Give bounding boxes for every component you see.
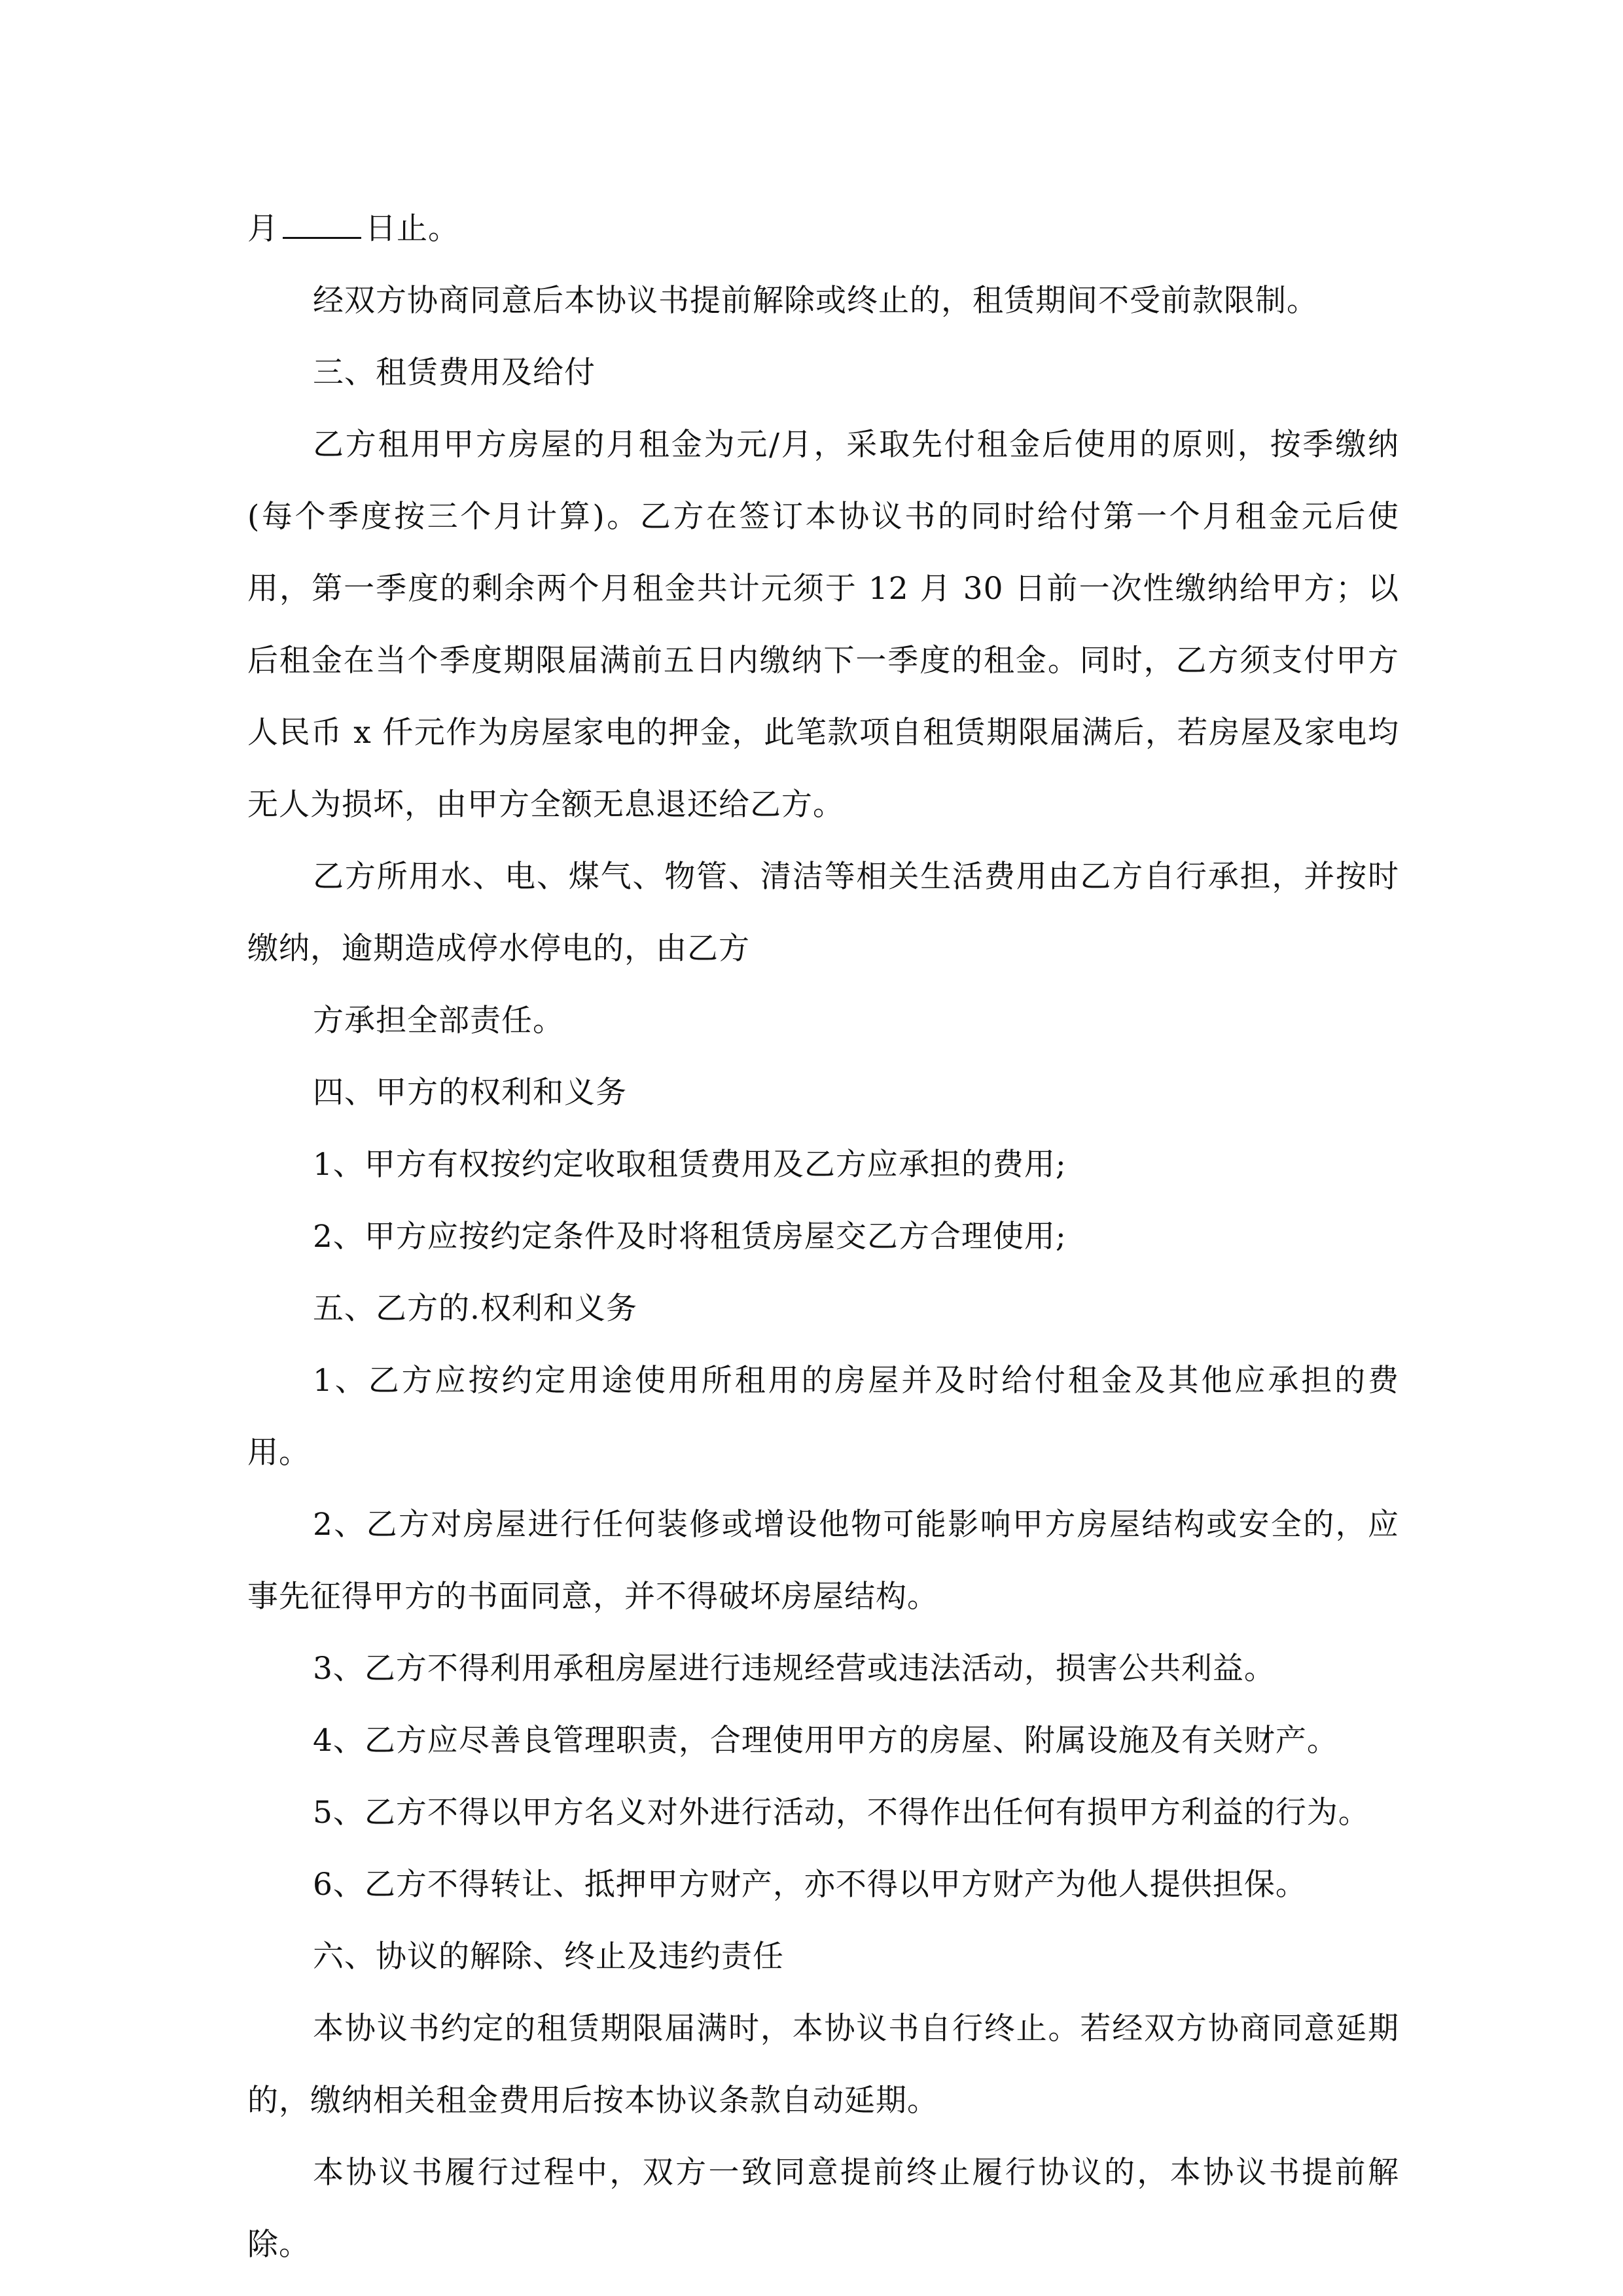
paragraph-mutual-termination: 本协议书履行过程中，双方一致同意提前终止履行协议的，本协议书提前解除。	[247, 2155, 1399, 2263]
paragraph-responsibility: 方承担全部责任。	[313, 1003, 564, 1039]
clause-5-3: 3、乙方不得利用承租房屋进行违规经营或违法活动，损害公共利益。	[313, 1651, 1275, 1687]
paragraph-utilities: 乙方所用水、电、煤气、物管、清洁等相关生活费用由乙方自行承担，并按时缴纳，逾期造成停水停电的，由乙方	[247, 859, 1399, 967]
fill-in-blank	[283, 208, 361, 239]
section-heading-3: 三、租赁费用及给付	[313, 355, 596, 391]
document-body	[247, 193, 1399, 2281]
section-heading-6: 六、协议的解除、终止及违约责任	[313, 1939, 784, 1975]
clause-5-1: 1、乙方应按约定用途使用所租用的房屋并及时给付租金及其他应承担的费用。	[247, 1363, 1399, 1471]
clause-5-4: 4、乙方应尽善良管理职责，合理使用甲方的房屋、附属设施及有关财产。	[313, 1723, 1338, 1759]
text-day-end: 日止。	[365, 211, 459, 247]
text-month: 月	[247, 211, 279, 247]
clause-4-2: 2、甲方应按约定条件及时将租赁房屋交乙方合理使用;	[313, 1219, 1067, 1255]
clause-5-6: 6、乙方不得转让、抵押甲方财产，亦不得以甲方财产为他人提供担保。	[313, 1867, 1307, 1903]
paragraph-early-termination: 经双方协商同意后本协议书提前解除或终止的，租赁期间不受前款限制。	[313, 283, 1318, 319]
clause-5-2: 2、乙方对房屋进行任何装修或增设他物可能影响甲方房屋结构或安全的，应事先征得甲方的书面同意，并不得破坏房屋结构。	[247, 1507, 1399, 1615]
section-heading-4: 四、甲方的权利和义务	[313, 1075, 627, 1111]
paragraph-continuation	[247, 193, 1399, 265]
clause-4-1: 1、甲方有权按约定收取租赁费用及乙方应承担的费用;	[313, 1147, 1067, 1183]
paragraph-rent-payment: 乙方租用甲方房屋的月租金为元/月，采取先付租金后使用的原则，按季缴纳(每个季度按三个月计算)。乙方在签订本协议书的同时给付第一个月租金元后使用，第一季度的剩余两个月租金共计元须于 12 月 30 日前一次性缴纳给甲方；以后租金在当个季度期限届满前五日内缴纳下一季度的租金。同时，乙方须支付甲方人民币 x 仟元作为房屋家电的押金，此笔款项自租赁期限届满后，若房屋及家电均无人为损坏，由甲方全额无息退还给乙方。	[247, 427, 1399, 823]
section-heading-5: 五、乙方的.权利和义务	[313, 1291, 637, 1327]
clause-5-5: 5、乙方不得以甲方名义对外进行活动，不得作出任何有损甲方利益的行为。	[313, 1795, 1370, 1831]
paragraph-expiry: 本协议书约定的租赁期限届满时，本协议书自行终止。若经双方协商同意延期的，缴纳相关租金费用后按本协议条款自动延期。	[247, 2011, 1399, 2119]
